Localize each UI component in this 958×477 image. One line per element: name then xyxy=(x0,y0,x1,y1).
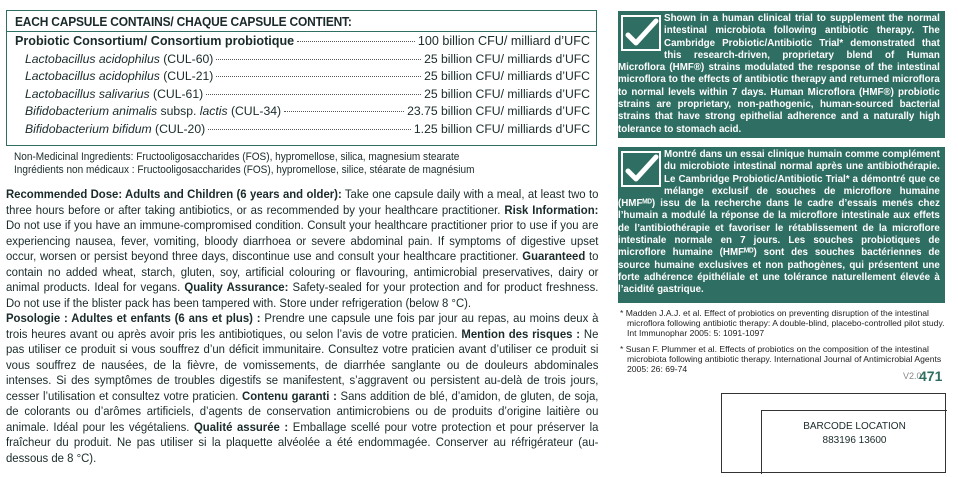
strain-name: Lactobacillus salivarius xyxy=(25,86,150,101)
strain-name: Lactobacillus acidophilus xyxy=(25,51,160,66)
clinical-claim-fr xyxy=(618,147,945,303)
facts-header: EACH CAPSULE CONTAINS/ CHAQUE CAPSULE CONTIENT: xyxy=(15,14,352,29)
strain-name: Bifidobacterium bifidum xyxy=(25,121,152,136)
quality-en-label: Quality Assurance: xyxy=(184,280,289,294)
facts-amount: 1.25 billion CFU/ milliards d’UFC xyxy=(413,121,590,136)
quality-en-text: Safety-sealed for your protection and for product freshness. Do not use if the blister pack has been tampered with. Store under refrigeration (below 8 °C). xyxy=(6,280,599,310)
facts-row-strain xyxy=(15,51,590,69)
non-medicinal-ingredients xyxy=(14,151,553,176)
facts-row-strain xyxy=(15,86,590,104)
barcode-label: BARCODE LOCATION xyxy=(803,421,906,432)
dot-leader xyxy=(208,129,411,130)
dot-leader xyxy=(216,59,421,60)
guaranteed-fr-text: Sans addition de blé, d’amidon, de gluten, de soja, de colorants ou d’arômes artificiels, d’agents de conservation antimicrobiens ou de produits d’origine laitière ou animale. Idéal pour les végétaliens. xyxy=(6,388,599,434)
strain-code: (CUL-21) xyxy=(159,69,214,84)
references xyxy=(620,308,950,379)
version-label: V2.0 xyxy=(903,371,922,381)
dose-en-label: Recommended Dose: Adults and Children (6 years and older): xyxy=(6,187,342,201)
risk-en-label: Risk Information: xyxy=(504,202,599,217)
dose-fr-label: Posologie : Adultes et enfants (6 ans et plus) : xyxy=(6,311,261,325)
strain-subsp: subsp. xyxy=(157,104,200,119)
dot-leader xyxy=(206,94,421,95)
facts-amount: 23.75 billion CFU/ milliards d’UFC xyxy=(407,104,590,119)
strain-code: (CUL-20) xyxy=(151,121,206,136)
dose-en-text: Take one capsule daily with a meal, at least two to three hours before or after taking antibiotics, or as recommended by your healthcare practitioner. xyxy=(6,187,599,217)
facts-amount: 25 billion CFU/ milliards d’UFC xyxy=(424,69,590,84)
guaranteed-en-text: to contain no added wheat, starch, gluten, soy, artificial colouring or flavouring, antimicrobial preservatives, dairy or animal products. Ideal for vegans. xyxy=(6,249,599,294)
facts-label: Probiotic Consortium/ Consortium probiotique xyxy=(15,34,295,48)
facts-amount: 25 billion CFU/ milliards d’UFC xyxy=(424,86,590,101)
reference-item: * Madden J.A.J. et al. Effect of probiotics on preventing disruption of the intestinal microflora following antibiotic therapy: A double-blind, placebo-controlled pilot study. Int Immunophar 2005: 5: 1091-1097 xyxy=(620,308,945,339)
strain-code: (CUL-34) xyxy=(227,104,282,119)
facts-amount: 100 billion CFU/ milliard d’UFC xyxy=(417,34,590,48)
dot-leader xyxy=(284,111,404,112)
quality-fr-label: Qualité assurée : xyxy=(193,419,289,434)
guaranteed-en-label: Guaranteed xyxy=(522,249,586,263)
facts-amount: 25 billion CFU/ milliards d’UFC xyxy=(424,51,590,66)
supplement-facts-panel xyxy=(6,10,597,146)
clinical-claim-en xyxy=(618,11,945,138)
facts-row-strain xyxy=(15,68,590,86)
ingredients-en: Non-Medicinal Ingredients: Fructooligosaccharides (FOS), hypromellose, silica, magnesium stearate xyxy=(14,151,460,163)
risk-fr-label: Mention des risques : xyxy=(461,326,581,341)
claim-fr-text: Montré dans un essai clinique humain comme complément du microbiote intestinal normal après une antibiothérapie. Le Cambridge Probiotic/Antibiotic Trial* a démontré que ce mélange exclusif de souches de microflore humaine (HMFᴹᴰ) issu de la recherche dans le cadre d’essais menés chez l’humain a modulé la réponse de la microflore intestinale aux effets de l’antibiothérapie et favoriser le rétablissement de la microflore intestinale normale en 7 jours. Les souches probiotiques de microflore humaine (HMFᴹᴰ) sont des souches bactériennes de source humaine exclusives et non pathogènes, qui présentent une forte adhérence épithéliale et une tolérance naturellement élevée à l’acidité gastrique. xyxy=(618,149,940,296)
risk-fr-text: Ne pas utiliser ce produit si vous souffrez d’un déficit immunitaire. Consultez votre praticien avant d’utiliser ce produit si vous souffrez de nausées, de la fièvre, de vomissements, de diarrhée sanglante ou de douleurs abdominales intenses. Si des symptômes de troubles digestifs se manifestent, s’aggravent ou persistent au-delà de trois jours, cesser l’utilisation et consultez votre praticien. xyxy=(6,326,599,403)
strain-subsp-name: lactis xyxy=(199,104,228,119)
strain-code: (CUL-60) xyxy=(159,51,214,66)
quality-fr-text: Emballage scellé pour votre protection et pour préserver la fraîcheur du produit. Ne pas utiliser si la plaquette alvéolée a été endommagée. Conserver au réfrigérateur (au-dessous de 8 °C). xyxy=(6,419,599,465)
strain-name: Lactobacillus acidophilus xyxy=(25,69,160,84)
facts-row-strain xyxy=(15,103,590,121)
risk-en-text: Do not use if you have an immune-compromised condition. Consult your healthcare practitioner prior to use if you are experiencing nausea, fever, vomiting, bloody diarrhoea or severe abdominal pain. If symptoms of digestive upset occur, worsen or persist beyond three days, discontinue use and consult your healthcare practitioner. xyxy=(6,218,599,263)
lot-number: 471 xyxy=(919,368,943,384)
reference-item: * Susan F. Plummer et al. Effects of probiotics on the composition of the intestinal microbiota following antibiotic therapy. International Journal of Antimicrobial Agents 2005: 26: 69-74 xyxy=(620,343,942,375)
barcode-number: 883196 13600 xyxy=(822,435,887,446)
strain-name: Bifidobacterium animalis xyxy=(25,104,158,119)
guaranteed-fr-label: Contenu garanti : xyxy=(242,388,337,403)
facts-divider xyxy=(7,31,596,32)
facts-row-consortium xyxy=(15,33,590,51)
dose-fr-text: Prendre une capsule une fois par jour au repas, au moins deux à trois heures avant ou après avoir pris les antibiotiques, ou selon l’avis de votre praticien. xyxy=(6,311,599,341)
barcode-box xyxy=(761,410,947,474)
claim-en-text: Shown in a human clinical trial to supplement the normal intestinal microbiota following antibiotic therapy. The Cambridge Probiotic/Antibiotic Trial* demonstrated that this research-driven, proprietary blend of Human Microflora (HMF®) strains modulated the response of the intestinal microflora to the effects of antibiotic therapy and returned microflora to normal levels within 7 days. Human Microflora (HMF®) probiotic strains are proprietary, non-pathogenic, human-sourced bacterial strains that have strong epithelial adherence and a naturally high tolerance to stomach acid. xyxy=(618,13,940,135)
dot-leader xyxy=(216,76,421,77)
ingredients-fr: Ingrédients non médicaux : Fructooligosaccharides (FOS), hypromellose, silice, stéarate de magnésium xyxy=(14,163,475,176)
strain-code: (CUL-61) xyxy=(149,86,204,101)
barcode-area xyxy=(721,393,946,473)
directions-text xyxy=(6,187,598,466)
facts-row-strain xyxy=(15,121,590,139)
dot-leader xyxy=(297,41,415,42)
